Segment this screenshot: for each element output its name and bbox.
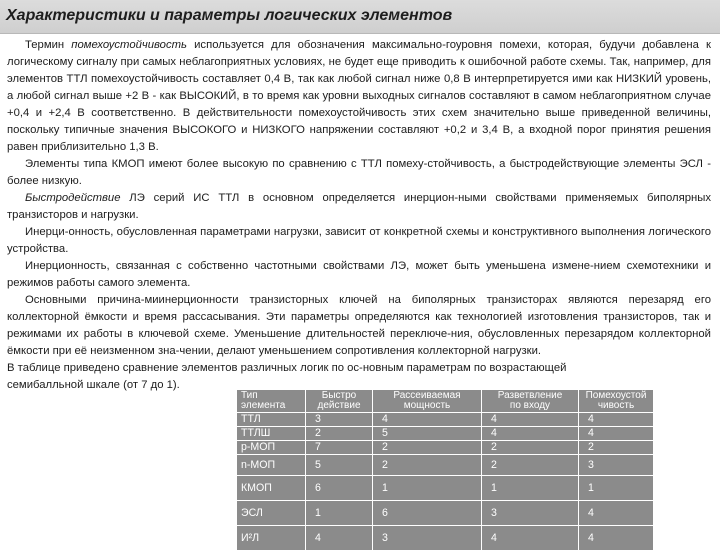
paragraph-text: ЛЭ серий ИС ТТЛ в основном определяется инерцион-ными свойствами применяемых биполярных транзисторов и нагрузки. [7, 192, 711, 221]
cell-type: ЭСЛ [237, 501, 306, 526]
header-cell: Помехоустой чивость [579, 390, 654, 413]
cell-fanout: 2 [482, 455, 579, 476]
paragraph-text: используется для обозначения максимально-гоуровня помехи, которая, будучи добавлена к логическому сигналу при самых неблагоприятных условиях, не будет еще приводить к ошибочной работе схемы. Так, например, для элементов ТТЛ помехоустойчивость составляет 0,4 В, так как любой сигнал ниже 0,8 В интерпретируется ими как НИЗКИЙ уровень, а любой сигнал выше +2 В - как ВЫСОКИЙ, в то время как уровни выходных сигналов составляют в самом неблагоприятном случае +0,4 и +2,4 В соответственно. В действительности помехоустойчивость этих схем значительно выше приведенной величины, поскольку типичные значения ВЫСОКОГО и НИЗКОГО напряжении составляют +0,2 и 3,4 В, а входной порог принятия решения равен приблизительно 1,3 В. [7, 39, 711, 153]
cell-type: КМОП [237, 476, 306, 501]
cell-speed: 1 [306, 501, 373, 526]
cell-fanout: 4 [482, 427, 579, 441]
cell-power: 2 [373, 441, 482, 455]
paragraph-table-intro: В таблице приведено сравнение элементов различных логик по ос-новным параметрам по возрастающей [7, 362, 567, 374]
body-text [7, 37, 711, 394]
cell-power: 1 [373, 476, 482, 501]
cell-fanout: 3 [482, 501, 579, 526]
cell-type: ТТЛ [237, 413, 306, 427]
cell-noise: 4 [579, 526, 654, 551]
table-header-row [237, 390, 654, 413]
cell-fanout: 2 [482, 441, 579, 455]
cell-noise: 4 [579, 427, 654, 441]
cell-noise: 1 [579, 476, 654, 501]
cell-speed: 7 [306, 441, 373, 455]
table-row [237, 476, 654, 501]
table-row [237, 501, 654, 526]
cell-power: 2 [373, 455, 482, 476]
cell-fanout: 4 [482, 413, 579, 427]
title-bar [0, 0, 720, 34]
cell-speed: 3 [306, 413, 373, 427]
header-cell: Рассеиваемая мощность [373, 390, 482, 413]
paragraph-load-inertia: Инерци-онность, обусловленная параметрами нагрузки, зависит от конкретной схемы и конструктивного выполнения логического устройства. [7, 226, 711, 255]
cell-noise: 4 [579, 413, 654, 427]
cell-noise: 2 [579, 441, 654, 455]
table-row [237, 427, 654, 441]
paragraph-noise-immunity [7, 37, 711, 156]
cell-noise: 3 [579, 455, 654, 476]
header-cell: Быстро действие [306, 390, 373, 413]
cell-speed: 4 [306, 526, 373, 551]
cell-type: n-МОП [237, 455, 306, 476]
cell-power: 5 [373, 427, 482, 441]
cell-fanout: 1 [482, 476, 579, 501]
cell-power: 3 [373, 526, 482, 551]
table-row [237, 526, 654, 551]
cell-type: р-МОП [237, 441, 306, 455]
header-cell: Тип элемента [237, 390, 306, 413]
paragraph-cmos-ecl: Элементы типа КМОП имеют более высокую по сравнению с ТТЛ помеху-стойчивость, а быстродействующие элементы ЭСЛ - более низкую. [7, 158, 711, 187]
cell-power: 6 [373, 501, 482, 526]
cell-fanout: 4 [482, 526, 579, 551]
cell-speed: 6 [306, 476, 373, 501]
comparison-table [236, 389, 654, 551]
term-speed: Быстродействие [25, 192, 121, 204]
table-row [237, 441, 654, 455]
page-title: Характеристики и параметры логических элементов [6, 7, 453, 24]
cell-speed: 2 [306, 427, 373, 441]
paragraph-frequency-inertia: Инерционность, связанная с собственно частотными свойствами ЛЭ, может быть уменьшена измене-нием схемотехники и режимов работы самого элемента. [7, 260, 711, 289]
paragraph-text: Термин [25, 39, 72, 51]
table-row [237, 455, 654, 476]
cell-type: ТТЛШ [237, 427, 306, 441]
cell-power: 4 [373, 413, 482, 427]
cell-type: И²Л [237, 526, 306, 551]
cell-noise: 4 [579, 501, 654, 526]
paragraph-switching-causes: Основными причина-миинерционности транзисторных ключей на биполярных транзисторах являются перезаряд его коллекторной ёмкости и время рассасывания. Эти параметры определяются как технологией изготовления транзисторов, так и режимами их работы в ключевой схеме. Уменьшение длительностей переключе-ния, обусловленных перезарядом коллекторной ёмкости при её неизменном зна-чении, делают уменьшением сопротивления коллекторной нагрузки. [7, 294, 711, 357]
paragraph-speed [7, 190, 711, 224]
header-cell: Разветвление по входу [482, 390, 579, 413]
paragraph-scale: семибалльной шкале (от 7 до 1). [7, 379, 180, 391]
cell-speed: 5 [306, 455, 373, 476]
term-noise-immunity: помехоустойчивость [71, 39, 187, 51]
table-row [237, 413, 654, 427]
